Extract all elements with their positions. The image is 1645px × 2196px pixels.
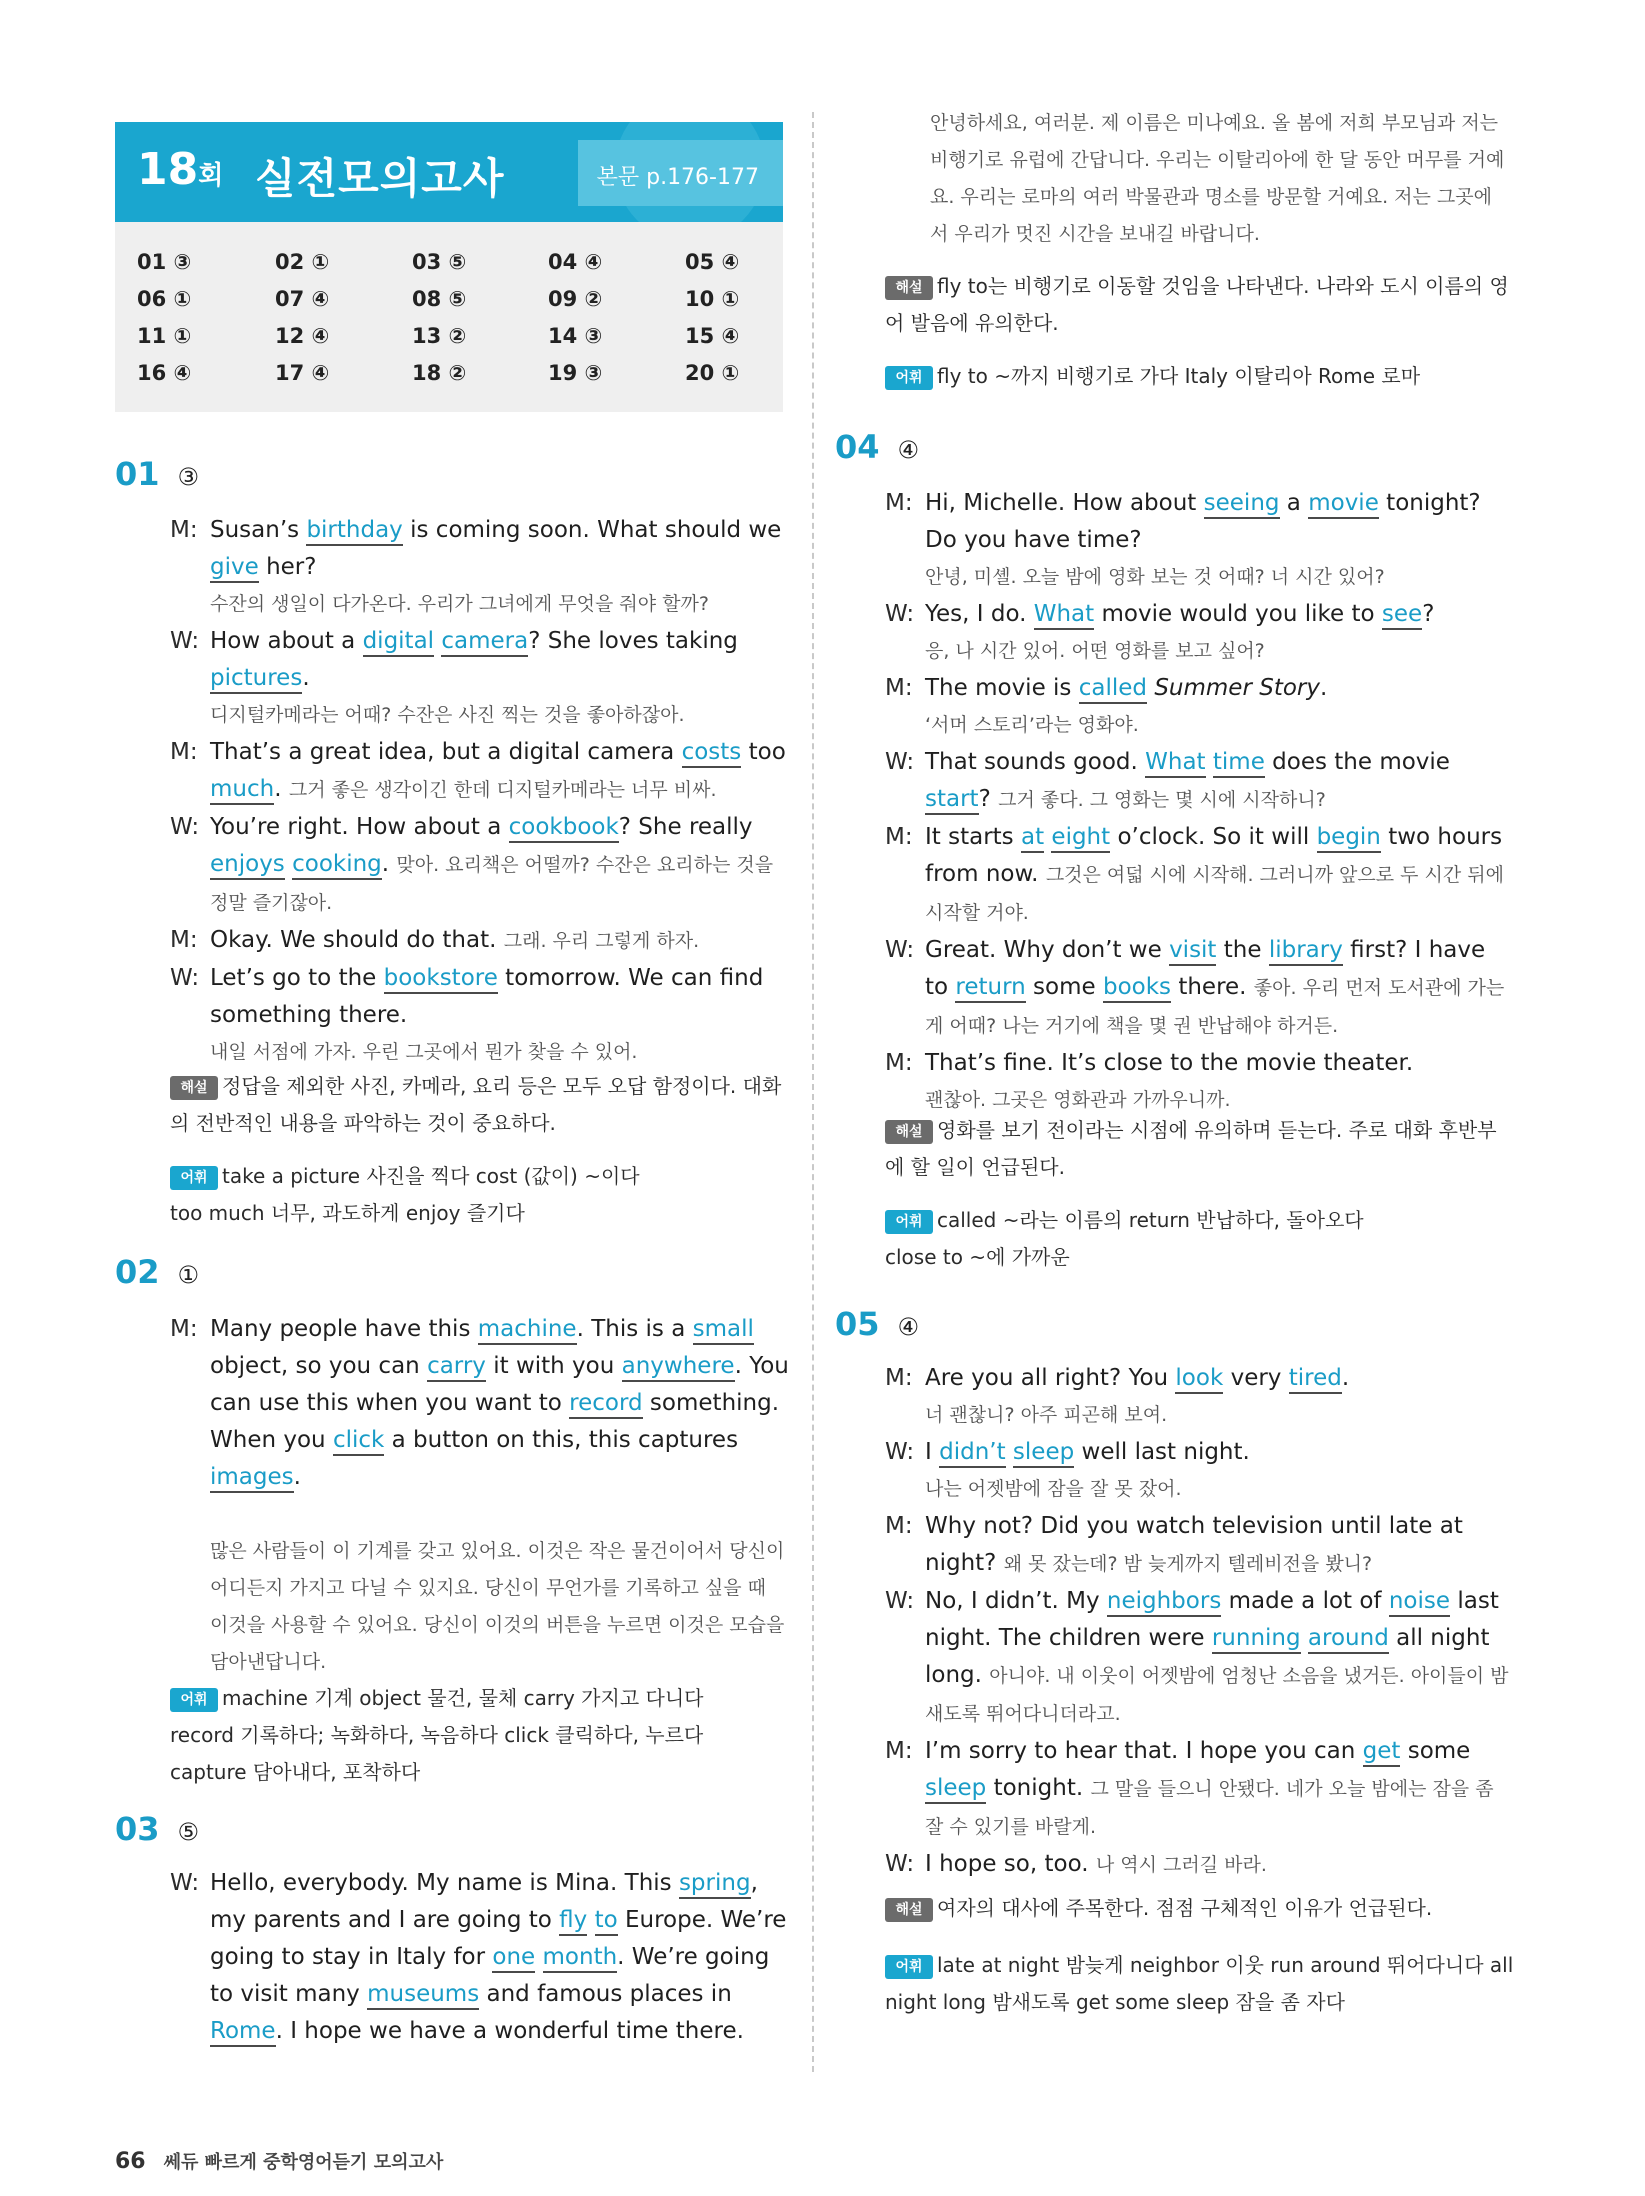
question-04-dialogue bbox=[885, 485, 1515, 1119]
question-02-vocabulary: 어휘 machine 기계 object 물건, 물체 carry 가지고 다니다 record 기록하다; 녹화하다, 녹음하다 click 클릭하다, 누르다 capture 담아내다, 포착하다 bbox=[170, 1686, 704, 1784]
dialogue-line: M: I’m sorry to hear that. I hope you can get some sleep tonight. 그 말을 들으니 안됐다. 네가 오늘 밤에는 잠을 좀 잘 수 있기를 바랄게. bbox=[885, 1738, 1494, 1838]
question-01-explanation: 해설 정답을 제외한 사진, 카메라, 요리 등은 모두 오답 함정이다. 대화의 전반적인 내용을 파악하는 것이 중요하다. bbox=[170, 1074, 782, 1135]
book-title: 쎄듀 빠르게 중학영어듣기 모의고사 bbox=[163, 2152, 444, 2173]
question-05-explanation: 해설 여자의 대사에 주목한다. 점점 구체적인 이유가 언급된다. bbox=[885, 1890, 1515, 1927]
dialogue-line: W: Hello, everybody. My name is Mina. This spring, my parents and I are going to fly to Europe. We’re going to stay in Italy for one month. We’re going to visit many museums and famous places in Rome. I hope we have a wonderful time there. bbox=[170, 1865, 790, 2050]
dialogue-line: M: Many people have this machine. This is a small object, so you can carry it with you anywhere. You can use this when you want to record something. When you click a button on this, this captures images. bbox=[170, 1311, 790, 1496]
answer-item: 16 ④ bbox=[137, 361, 192, 385]
dialogue-line: W: That sounds good. What time does the movie start? 그거 좋다. 그 영화는 몇 시에 시작하니? bbox=[885, 744, 1515, 819]
question-05-vocabulary: 어휘 late at night 밤늦게 neighbor 이웃 run around 뛰어다니다 all night long 밤새도록 get some sleep 잠을 좀 자다 bbox=[885, 1953, 1514, 2014]
question-01-heading bbox=[115, 455, 199, 493]
answer-item: 18 ② bbox=[412, 361, 467, 385]
dialogue-line: W: I didn’t sleep well last night. 나는 어젯밤에 잠을 잘 못 잤어. bbox=[885, 1439, 1250, 1500]
dialogue-line: W: How about a digital camera? She loves taking pictures. 디지털카메라는 어때? 수잔은 사진 찍는 것을 좋아하잖아. bbox=[170, 628, 738, 726]
question-number: 03 bbox=[115, 1810, 160, 1848]
dialogue-line: M: Why not? Did you watch television until late at night? 왜 못 잤는데? 밤 늦게까지 텔레비전을 봤니? bbox=[885, 1513, 1463, 1576]
question-05-dialogue bbox=[885, 1360, 1515, 1884]
answer-item: 06 ① bbox=[137, 287, 192, 311]
dialogue-line: W: Let’s go to the bookstore tomorrow. We can find something there. 내일 서점에 가자. 우린 그곳에서 뭔가 찾을 수 있어. bbox=[170, 965, 764, 1063]
test-title: 실전모의고사 bbox=[255, 154, 505, 203]
answer-item: 19 ③ bbox=[548, 361, 603, 385]
explanation-tag: 해설 bbox=[885, 1898, 933, 1922]
answer-item: 17 ④ bbox=[275, 361, 330, 385]
answer-item: 01 ③ bbox=[137, 250, 192, 274]
dialogue-line: M: It starts at eight o’clock. So it will begin two hours from now. 그것은 여덟 시에 시작해. 그러니까 앞으로 두 시간 뒤에 시작할 거야. bbox=[885, 824, 1504, 924]
question-01-vocabulary: 어휘 take a picture 사진을 찍다 cost (값이) ~이다 too much 너무, 과도하게 enjoy 즐기다 bbox=[170, 1164, 640, 1225]
answer-key bbox=[115, 222, 783, 412]
dialogue-line: W: You’re right. How about a cookbook? She really enjoys cooking. 맞아. 요리책은 어떨까? 수잔은 요리하는 것을 정말 즐기잖아. bbox=[170, 814, 774, 914]
question-04-heading bbox=[835, 428, 919, 466]
answer-item: 20 ① bbox=[685, 361, 740, 385]
question-02-dialogue bbox=[170, 1311, 790, 1496]
answer-item: 04 ④ bbox=[548, 250, 603, 274]
dialogue-line: M: Okay. We should do that. 그래. 우리 그렇게 하자. bbox=[170, 927, 700, 953]
question-02-heading bbox=[115, 1253, 199, 1291]
answer-item: 09 ② bbox=[548, 287, 603, 311]
vocabulary-tag: 어휘 bbox=[170, 1688, 218, 1712]
test-number: 18회 bbox=[137, 144, 224, 195]
question-03-explanation: 해설 fly to는 비행기로 이동할 것임을 나타낸다. 나라와 도시 이름의 영어 발음에 유의한다. bbox=[885, 274, 1509, 335]
question-04-explanation: 해설 영화를 보기 전이라는 시점에 유의하며 듣는다. 주로 대화 후반부에 할 일이 언급된다. bbox=[885, 1118, 1497, 1179]
explanation-tag: 해설 bbox=[885, 276, 933, 300]
dialogue-line: M: The movie is called Summer Story. ‘서머 스토리’라는 영화야. bbox=[885, 675, 1328, 736]
page-footer bbox=[115, 2148, 443, 2174]
dialogue-line: M: That’s fine. It’s close to the movie theater. 괜찮아. 그곳은 영화관과 가까우니까. bbox=[885, 1050, 1414, 1111]
question-01-dialogue bbox=[170, 512, 790, 1071]
question-answer: ④ bbox=[897, 436, 920, 464]
dialogue-line: M: Susan’s birthday is coming soon. What should we give her? 수잔의 생일이 다가온다. 우리가 그녀에게 무엇을 줘야 할까? bbox=[170, 517, 782, 615]
answer-item: 12 ④ bbox=[275, 324, 330, 348]
question-02-translation: 많은 사람들이 이 기계를 갖고 있어요. 이것은 작은 물건이어서 당신이 어디든지 가지고 다닐 수 있지요. 당신이 무언가를 기록하고 싶을 때 이것을 사용할 수 있어요. 당신이 이것의 버튼을 누르면 이것은 모습을 담아낸답니다. bbox=[210, 1540, 785, 1673]
answer-item: 03 ⑤ bbox=[412, 250, 467, 274]
answer-item: 10 ① bbox=[685, 287, 740, 311]
vocabulary-tag: 어휘 bbox=[885, 366, 933, 390]
answer-item: 07 ④ bbox=[275, 287, 330, 311]
dialogue-line: W: Great. Why don’t we visit the library first? I have to return some books there. 좋아. 우리 먼저 도서관에 가는 게 어때? 나는 거기에 책을 몇 권 반납해야 하거든. bbox=[885, 937, 1505, 1037]
answer-item: 14 ③ bbox=[548, 324, 603, 348]
dialogue-line: M: Hi, Michelle. How about seeing a movie tonight? Do you have time? 안녕, 미셸. 오늘 밤에 영화 보는 것 어때? 너 시간 있어? bbox=[885, 490, 1481, 588]
explanation-tag: 해설 bbox=[170, 1076, 218, 1100]
question-answer: ④ bbox=[897, 1313, 920, 1341]
question-number: 02 bbox=[115, 1253, 160, 1291]
question-03-heading bbox=[115, 1810, 199, 1848]
page-ref: 본문 p.176-177 bbox=[596, 165, 759, 190]
question-03-dialogue bbox=[170, 1865, 790, 2050]
page-number: 66 bbox=[115, 2149, 146, 2174]
vocabulary-tag: 어휘 bbox=[885, 1955, 933, 1979]
dialogue-line: W: I hope so, too. 나 역시 그러길 바라. bbox=[885, 1851, 1267, 1877]
answer-item: 05 ④ bbox=[685, 250, 740, 274]
answer-item: 13 ② bbox=[412, 324, 467, 348]
question-answer: ③ bbox=[177, 463, 200, 491]
answer-item: 08 ⑤ bbox=[412, 287, 467, 311]
answer-item: 11 ① bbox=[137, 324, 192, 348]
question-number: 05 bbox=[835, 1305, 880, 1343]
question-number: 04 bbox=[835, 428, 880, 466]
question-number: 01 bbox=[115, 455, 160, 493]
question-04-vocabulary: 어휘 called ~라는 이름의 return 반납하다, 돌아오다 close to ~에 가까운 bbox=[885, 1208, 1364, 1269]
question-answer: ⑤ bbox=[177, 1818, 200, 1846]
dialogue-line: M: Are you all right? You look very tired. 너 괜찮니? 아주 피곤해 보여. bbox=[885, 1365, 1350, 1426]
question-03-vocabulary: 어휘 fly to ~까지 비행기로 가다 Italy 이탈리아 Rome 로마 bbox=[885, 358, 1515, 395]
answer-item: 02 ① bbox=[275, 250, 330, 274]
question-05-heading bbox=[835, 1305, 919, 1343]
question-03-translation: 안녕하세요, 여러분. 제 이름은 미나예요. 올 봄에 저희 부모님과 저는 비행기로 유럽에 간답니다. 우리는 이탈리아에 한 달 동안 머무를 거예요. 우리는 로마의 여러 박물관과 명소를 방문할 거예요. 저는 그곳에서 우리가 멋진 시간을 보내길 바랍니다. bbox=[930, 112, 1505, 245]
dialogue-line: W: No, I didn’t. My neighbors made a lot of noise last night. The children were running around all night long. 아니야. 내 이웃이 어젯밤에 엄청난 소음을 냈거든. 아이들이 밤새도록 뛰어다니더라고. bbox=[885, 1588, 1509, 1725]
explanation-tag: 해설 bbox=[885, 1120, 933, 1144]
answer-item: 15 ④ bbox=[685, 324, 740, 348]
test-header bbox=[115, 122, 783, 222]
question-answer: ① bbox=[177, 1261, 200, 1289]
vocabulary-tag: 어휘 bbox=[170, 1166, 218, 1190]
dialogue-line: M: That’s a great idea, but a digital camera costs too much. 그거 좋은 생각이긴 한데 디지털카메라는 너무 비싸. bbox=[170, 734, 790, 809]
column-divider bbox=[812, 112, 814, 2072]
dialogue-line: W: Yes, I do. What movie would you like to see? 응, 나 시간 있어. 어떤 영화를 보고 싶어? bbox=[885, 601, 1435, 662]
vocabulary-tag: 어휘 bbox=[885, 1210, 933, 1234]
